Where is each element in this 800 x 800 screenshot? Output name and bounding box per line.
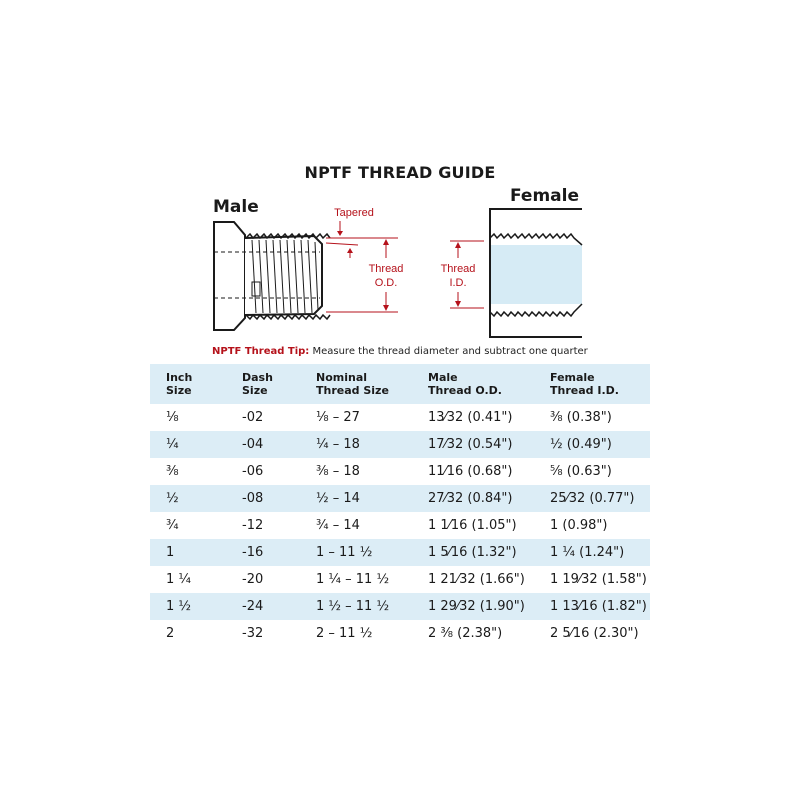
table-row xyxy=(150,458,650,485)
cell-dash-size: -02 xyxy=(242,410,264,425)
cell-dash-size: -16 xyxy=(242,545,264,560)
cell-inch-size: 1 ½ xyxy=(166,599,192,614)
table-row xyxy=(150,431,650,458)
cell-female-thread-id: ½ (0.49") xyxy=(550,437,612,452)
table-row xyxy=(150,404,650,431)
table-row xyxy=(150,485,650,512)
cell-inch-size: 1 xyxy=(166,545,175,560)
cell-female-thread-id: ⅝ (0.63") xyxy=(550,464,612,479)
cell-inch-size: ⅜ xyxy=(166,464,179,479)
cell-dash-size: -20 xyxy=(242,572,264,587)
cell-female-thread-id: 1 13⁄16 (1.82") xyxy=(550,599,647,614)
thread-id-label-line1: Thread xyxy=(440,263,476,275)
cell-male-thread-od: 13⁄32 (0.41") xyxy=(428,410,513,425)
cell-dash-size: -32 xyxy=(242,626,264,641)
cell-nominal-thread-size: ¾ – 14 xyxy=(316,518,360,533)
cell-inch-size: 2 xyxy=(166,626,175,641)
header-dash-size: Dash Size xyxy=(242,371,273,397)
header-female-thread-id: Female Thread I.D. xyxy=(550,371,619,397)
table-row xyxy=(150,566,650,593)
cell-nominal-thread-size: 1 ½ – 11 ½ xyxy=(316,599,390,614)
cell-male-thread-od: 1 1⁄16 (1.05") xyxy=(428,518,517,533)
cell-male-thread-od: 27⁄32 (0.84") xyxy=(428,491,513,506)
table-row xyxy=(150,512,650,539)
female-label: Female xyxy=(510,186,579,206)
cell-female-thread-id: ⅜ (0.38") xyxy=(550,410,612,425)
male-fitting-illustration xyxy=(214,222,330,330)
cell-male-thread-od: 1 29⁄32 (1.90") xyxy=(428,599,525,614)
cell-dash-size: -12 xyxy=(242,518,264,533)
thread-od-label-line1: Thread xyxy=(368,263,404,275)
thread-id-label-line2: I.D. xyxy=(449,277,467,289)
cell-nominal-thread-size: 1 – 11 ½ xyxy=(316,545,373,560)
cell-inch-size: ⅛ xyxy=(166,410,179,425)
male-label: Male xyxy=(213,197,259,217)
cell-nominal-thread-size: 1 ¼ – 11 ½ xyxy=(316,572,390,587)
cell-dash-size: -08 xyxy=(242,491,264,506)
thread-tip-text: Measure the thread diameter and subtract one quarter xyxy=(312,346,588,357)
cell-dash-size: -24 xyxy=(242,599,264,614)
thread-tip-label: NPTF Thread Tip: xyxy=(212,346,310,357)
cell-male-thread-od: 1 5⁄16 (1.32") xyxy=(428,545,517,560)
cell-inch-size: ½ xyxy=(166,491,179,506)
cell-male-thread-od: 11⁄16 (0.68") xyxy=(428,464,513,479)
thread-diagram xyxy=(0,0,800,360)
header-inch-size: Inch Size xyxy=(166,371,193,397)
thread-tip xyxy=(212,346,588,357)
cell-male-thread-od: 17⁄32 (0.54") xyxy=(428,437,513,452)
cell-dash-size: -06 xyxy=(242,464,264,479)
cell-inch-size: 1 ¼ xyxy=(166,572,192,587)
cell-dash-size: -04 xyxy=(242,437,264,452)
cell-nominal-thread-size: ¼ – 18 xyxy=(316,437,360,452)
cell-nominal-thread-size: ⅛ – 27 xyxy=(316,410,360,425)
tapered-label: Tapered xyxy=(334,207,374,219)
cell-female-thread-id: 1 ¼ (1.24") xyxy=(550,545,625,560)
cell-female-thread-id: 1 19⁄32 (1.58") xyxy=(550,572,647,587)
thread-size-table xyxy=(150,364,650,647)
cell-nominal-thread-size: 2 – 11 ½ xyxy=(316,626,373,641)
table-header-row xyxy=(150,364,650,404)
thread-od-label-line2: O.D. xyxy=(374,277,398,289)
female-fitting-illustration xyxy=(490,209,582,337)
page-title: NPTF THREAD GUIDE xyxy=(304,163,496,182)
cell-female-thread-id: 2 5⁄16 (2.30") xyxy=(550,626,639,641)
cell-female-thread-id: 1 (0.98") xyxy=(550,518,608,533)
table-row xyxy=(150,593,650,620)
header-male-thread-od: Male Thread O.D. xyxy=(428,371,502,397)
table-row xyxy=(150,620,650,647)
table-row xyxy=(150,539,650,566)
cell-nominal-thread-size: ½ – 14 xyxy=(316,491,360,506)
header-nominal-thread-size: Nominal Thread Size xyxy=(316,371,389,397)
cell-female-thread-id: 25⁄32 (0.77") xyxy=(550,491,635,506)
cell-inch-size: ¼ xyxy=(166,437,179,452)
cell-nominal-thread-size: ⅜ – 18 xyxy=(316,464,360,479)
cell-male-thread-od: 1 21⁄32 (1.66") xyxy=(428,572,525,587)
cell-male-thread-od: 2 ⅜ (2.38") xyxy=(428,626,503,641)
cell-inch-size: ¾ xyxy=(166,518,179,533)
